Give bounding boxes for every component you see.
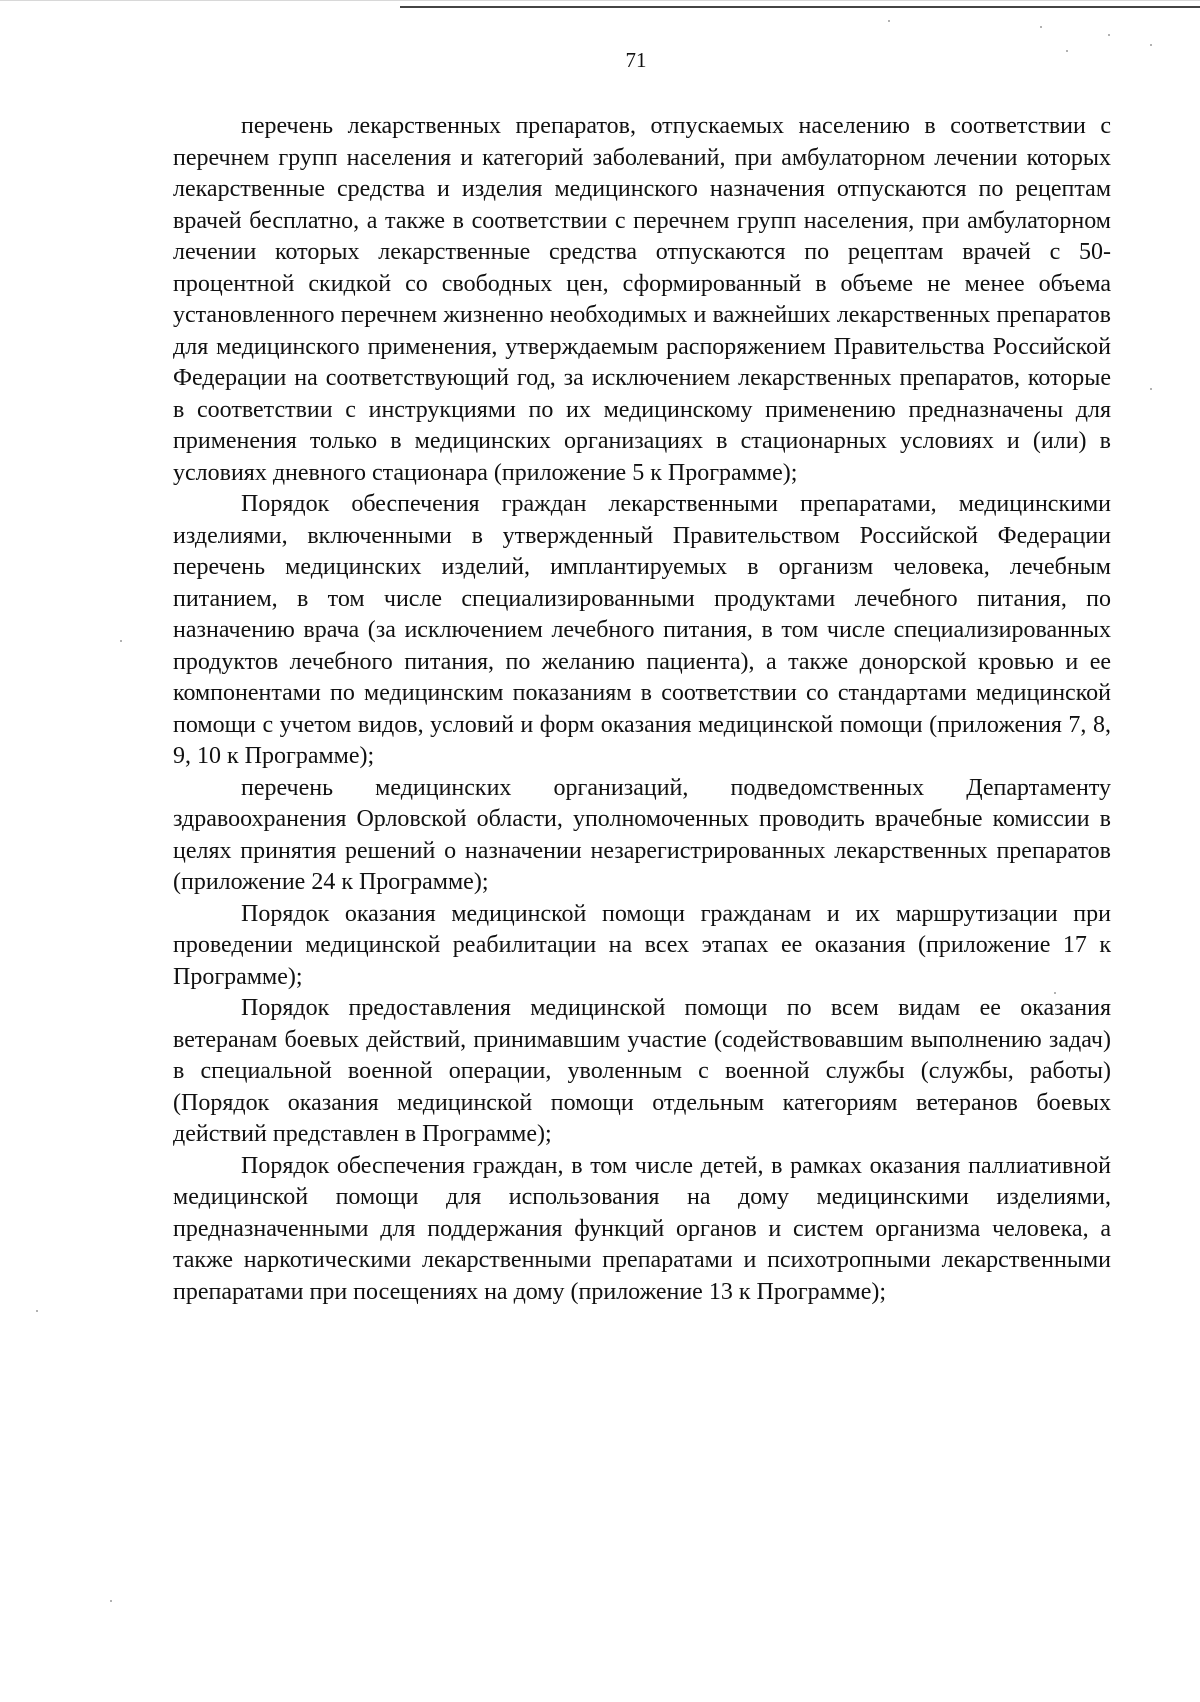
paragraph-rehabilitation-routing: Порядок оказания медицинской помощи гражданам и их маршрутизации при проведении медицинской реабилитации на всех этапах ее оказания (приложение 17 к Программе);: [173, 900, 1111, 990]
paragraph-veterans-care: Порядок предоставления медицинской помощи по всем видам ее оказания ветеранам боевых действий, принимавшим участие (содействовавшим выполнению задач) в специальной военной операции, уволенным с военной службы (службы, работы) (Порядок оказания медицинской помощи отдельным категориям ветеранов боевых действий представлен в Программе);: [173, 995, 1111, 1147]
paragraph-palliative-care: Порядок обеспечения граждан, в том числе детей, в рамках оказания паллиативной медицинской помощи для использования на дому медицинскими изделиями, предназначенными для поддержания функций органов и систем организма человека, а также наркотическими лекарственными препаратами и психотропными лекарственными препаратами при посещениях на дому (приложение 13 к Программе);: [173, 1152, 1111, 1305]
paragraph-medical-products-order: Порядок обеспечения граждан лекарственными препаратами, медицинскими изделиями, включенными в утвержденный Правительством Российской Федерации перечень медицинских изделий, имплантируемых в организм человека, лечебным питанием, в том числе специализированными продуктами лечебного питания, по назначению врача (за исключением лечебного питания, в том числе специализированных продуктов лечебного питания, по желанию пациента), а также донорской кровью и ее компонентами по медицинским показаниям в соответствии со стандартами медицинской помощи с учетом видов, условий и форм оказания медицинской помощи (приложения 7, 8, 9, 10 к Программе);: [173, 491, 1111, 769]
scan-speck: [1040, 26, 1042, 28]
scan-speck: [888, 20, 890, 22]
scan-top-edge: [0, 0, 1200, 1]
scan-speck: [120, 640, 122, 642]
scan-speck: [36, 1310, 38, 1312]
paragraph-medicines-list: перечень лекарственных препаратов, отпускаемых населению в соответствии с перечнем групп населения и категорий заболеваний, при амбулаторном лечении которых лекарственные средства и изделия медицинского назначения отпускаются по рецептам врачей бесплатно, а также в соответствии с перечнем групп населения, при амбулаторном лечении которых лекарственные средства отпускаются по рецептам врачей с 50-процентной скидкой со свободных цен, сформированный в объеме не менее объема установленного перечнем жизненно необходимых и важнейших лекарственных препаратов для медицинского применения, утверждаемым распоряжением Правительства Российской Федерации на соответствующий год, за исключением лекарственных препаратов, которые в соответствии с инструкциями по их медицинскому применению предназначены для применения только в медицинских организациях в стационарных условиях и (или) в условиях дневного стационара (приложение 5 к Программе);: [173, 113, 1111, 486]
scan-speck: [1150, 44, 1152, 46]
document-body: [173, 111, 1111, 1308]
scan-speck: [110, 1600, 112, 1602]
scan-top-border-line: [400, 6, 1200, 8]
scan-speck: [1108, 34, 1110, 36]
paragraph-medical-commissions-list: перечень медицинских организаций, подведомственных Департаменту здравоохранения Орловской области, уполномоченных проводить врачебные комиссии в целях принятия решений о назначении незарегистрированных лекарственных препаратов (приложение 24 к Программе);: [173, 774, 1111, 895]
scan-speck: [1150, 388, 1152, 390]
page-number: 71: [625, 48, 647, 72]
